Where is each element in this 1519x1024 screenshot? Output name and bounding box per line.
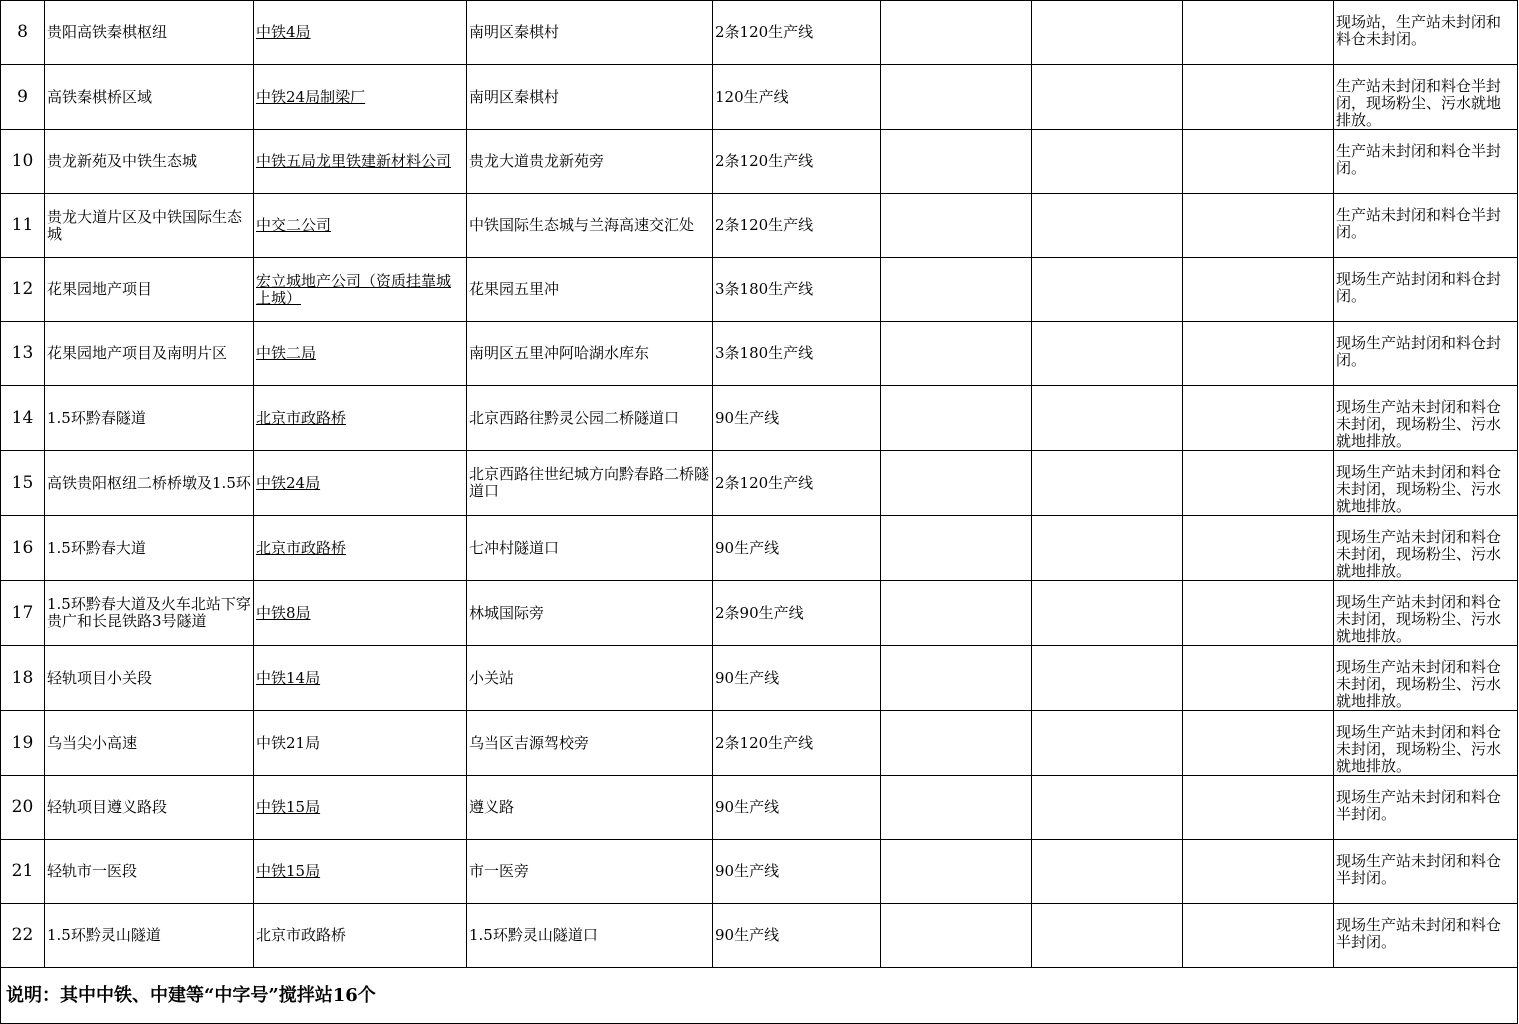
production-capacity: 2条90生产线	[713, 581, 881, 646]
table-row	[1, 130, 1518, 194]
empty-cell	[1183, 646, 1334, 711]
company-link[interactable]: 北京市政路桥	[256, 538, 347, 557]
empty-cell	[1183, 711, 1334, 776]
construction-company	[254, 258, 467, 322]
row-number: 10	[1, 130, 45, 194]
row-number: 9	[1, 65, 45, 130]
empty-cell	[1032, 581, 1183, 646]
production-capacity: 2条120生产线	[713, 130, 881, 194]
row-number: 16	[1, 516, 45, 581]
production-capacity: 90生产线	[713, 516, 881, 581]
empty-cell	[881, 711, 1032, 776]
station-location: 中铁国际生态城与兰海高速交汇处	[467, 194, 713, 258]
production-capacity: 90生产线	[713, 386, 881, 451]
row-number: 8	[1, 1, 45, 65]
construction-company	[254, 194, 467, 258]
construction-company	[254, 646, 467, 711]
table-row	[1, 581, 1518, 646]
empty-cell	[1032, 711, 1183, 776]
empty-cell	[1183, 776, 1334, 840]
row-number: 13	[1, 322, 45, 386]
inspection-note: 生产站未封闭和料仓半封闭。	[1334, 130, 1518, 194]
company-link[interactable]: 中铁二局	[256, 344, 317, 362]
empty-cell	[881, 386, 1032, 451]
empty-cell	[1032, 516, 1183, 581]
empty-cell	[881, 65, 1032, 130]
empty-cell	[1032, 130, 1183, 194]
company-link[interactable]: 中铁五局龙里铁建新材料公司	[256, 152, 452, 170]
empty-cell	[881, 904, 1032, 968]
project-name: 轻轨项目小关段	[45, 646, 254, 711]
empty-cell	[881, 130, 1032, 194]
station-location: 七冲村隧道口	[467, 516, 713, 581]
empty-cell	[1032, 776, 1183, 840]
row-number: 14	[1, 386, 45, 451]
construction-company	[254, 130, 467, 194]
station-location: 遵义路	[467, 776, 713, 840]
station-location: 南明区五里冲阿哈湖水库东	[467, 322, 713, 386]
row-number: 22	[1, 904, 45, 968]
empty-cell	[1183, 65, 1334, 130]
project-name: 贵龙新苑及中铁生态城	[45, 130, 254, 194]
empty-cell	[1183, 516, 1334, 581]
empty-cell	[1032, 840, 1183, 904]
station-location: 乌当区吉源驾校旁	[467, 711, 713, 776]
empty-cell	[1183, 258, 1334, 322]
production-capacity: 120生产线	[713, 65, 881, 130]
inspection-note: 现场生产站未封闭和料仓未封闭，现场粉尘、污水就地排放。	[1334, 646, 1518, 711]
production-capacity: 90生产线	[713, 646, 881, 711]
production-capacity: 3条180生产线	[713, 322, 881, 386]
row-number: 12	[1, 258, 45, 322]
inspection-note: 现场生产站未封闭和料仓未封闭，现场粉尘、污水就地排放。	[1334, 711, 1518, 776]
construction-company: 北京市政路桥	[254, 904, 467, 968]
inspection-note: 现场生产站封闭和料仓封闭。	[1334, 322, 1518, 386]
empty-cell	[1183, 1, 1334, 65]
inspection-note: 现场生产站未封闭和料仓未封闭，现场粉尘、污水就地排放。	[1334, 516, 1518, 581]
empty-cell	[881, 194, 1032, 258]
inspection-note: 现场生产站未封闭和料仓半封闭。	[1334, 840, 1518, 904]
table-row	[1, 646, 1518, 711]
empty-cell	[881, 451, 1032, 516]
table-row	[1, 904, 1518, 968]
project-name: 花果园地产项目	[45, 258, 254, 322]
empty-cell	[1183, 386, 1334, 451]
empty-cell	[1183, 194, 1334, 258]
project-name: 1.5环黔灵山隧道	[45, 904, 254, 968]
table-row	[1, 322, 1518, 386]
project-name: 高铁秦棋桥区域	[45, 65, 254, 130]
construction-company	[254, 840, 467, 904]
project-name: 1.5环黔春隧道	[45, 386, 254, 451]
empty-cell	[1032, 258, 1183, 322]
empty-cell	[1032, 1, 1183, 65]
construction-company	[254, 516, 467, 581]
table-row	[1, 386, 1518, 451]
empty-cell	[1032, 322, 1183, 386]
construction-company	[254, 322, 467, 386]
row-number: 11	[1, 194, 45, 258]
table-row	[1, 258, 1518, 322]
production-capacity: 2条120生产线	[713, 451, 881, 516]
construction-company	[254, 1, 467, 65]
inspection-note: 生产站未封闭和料仓半封闭。	[1334, 194, 1518, 258]
empty-cell	[881, 581, 1032, 646]
project-name: 贵龙大道片区及中铁国际生态城	[45, 194, 254, 258]
empty-cell	[1183, 451, 1334, 516]
company-link[interactable]: 中铁24局	[256, 473, 321, 492]
row-number: 18	[1, 646, 45, 711]
station-location: 市一医旁	[467, 840, 713, 904]
station-location: 林城国际旁	[467, 581, 713, 646]
project-name: 1.5环黔春大道及火车北站下穿贵广和长昆铁路3号隧道	[45, 581, 254, 646]
production-capacity: 3条180生产线	[713, 258, 881, 322]
construction-company	[254, 451, 467, 516]
empty-cell	[1032, 904, 1183, 968]
row-number: 17	[1, 581, 45, 646]
production-capacity: 2条120生产线	[713, 194, 881, 258]
empty-cell	[881, 840, 1032, 904]
station-location: 北京西路往世纪城方向黔春路二桥隧道口	[467, 451, 713, 516]
production-capacity: 90生产线	[713, 904, 881, 968]
project-name: 花果园地产项目及南明片区	[45, 322, 254, 386]
construction-company	[254, 386, 467, 451]
project-name: 高铁贵阳枢纽二桥桥墩及1.5环	[45, 451, 254, 516]
company-link[interactable]: 宏立城地产公司（资质挂靠城上城）	[256, 271, 452, 307]
station-location: 南明区秦棋村	[467, 1, 713, 65]
empty-cell	[1183, 130, 1334, 194]
station-location: 1.5环黔灵山隧道口	[467, 904, 713, 968]
inspection-note: 现场站，生产站未封闭和料仓未封闭。	[1334, 1, 1518, 65]
company-link[interactable]: 中铁15局	[256, 862, 321, 880]
empty-cell	[1032, 386, 1183, 451]
table-row	[1, 65, 1518, 130]
row-number: 20	[1, 776, 45, 840]
production-capacity: 2条120生产线	[713, 1, 881, 65]
row-number: 19	[1, 711, 45, 776]
company-link[interactable]: 中铁4局	[256, 23, 311, 41]
station-location: 花果园五里冲	[467, 258, 713, 322]
table-row	[1, 451, 1518, 516]
station-location: 南明区秦棋村	[467, 65, 713, 130]
production-capacity: 90生产线	[713, 840, 881, 904]
station-location: 贵龙大道贵龙新苑旁	[467, 130, 713, 194]
empty-cell	[1032, 194, 1183, 258]
empty-cell	[1032, 451, 1183, 516]
construction-company	[254, 581, 467, 646]
project-name: 1.5环黔春大道	[45, 516, 254, 581]
company-link[interactable]: 中铁15局	[256, 798, 321, 816]
empty-cell	[1032, 646, 1183, 711]
empty-cell	[881, 322, 1032, 386]
empty-cell	[1183, 904, 1334, 968]
table-body	[1, 1, 1518, 968]
production-capacity: 2条120生产线	[713, 711, 881, 776]
inspection-note: 现场生产站未封闭和料仓未封闭，现场粉尘、污水就地排放。	[1334, 581, 1518, 646]
table-row	[1, 516, 1518, 581]
inspection-note: 现场生产站未封闭和料仓未封闭，现场粉尘、污水就地排放。	[1334, 386, 1518, 451]
row-number: 21	[1, 840, 45, 904]
inspection-note: 现场生产站未封闭和料仓未封闭，现场粉尘、污水就地排放。	[1334, 451, 1518, 516]
table-row	[1, 1, 1518, 65]
empty-cell	[881, 646, 1032, 711]
production-capacity: 90生产线	[713, 776, 881, 840]
footer-note: 说明：其中中铁、中建等“中字号”搅拌站16个	[1, 968, 1518, 1024]
empty-cell	[881, 776, 1032, 840]
table-row	[1, 194, 1518, 258]
row-number: 15	[1, 451, 45, 516]
empty-cell	[881, 258, 1032, 322]
project-name: 贵阳高铁秦棋枢纽	[45, 1, 254, 65]
inspection-note: 现场生产站封闭和料仓封闭。	[1334, 258, 1518, 322]
inspection-note: 生产站未封闭和料仓半封闭，现场粉尘、污水就地排放。	[1334, 65, 1518, 130]
station-location: 小关站	[467, 646, 713, 711]
construction-company	[254, 776, 467, 840]
empty-cell	[881, 1, 1032, 65]
company-link[interactable]: 中铁8局	[256, 603, 311, 622]
construction-company	[254, 65, 467, 130]
company-link[interactable]: 北京市政路桥	[256, 408, 347, 427]
table-row	[1, 776, 1518, 840]
table-row	[1, 840, 1518, 904]
empty-cell	[881, 516, 1032, 581]
empty-cell	[1032, 65, 1183, 130]
company-link[interactable]: 中铁14局	[256, 668, 321, 687]
inspection-note: 现场生产站未封闭和料仓半封闭。	[1334, 904, 1518, 968]
table-row	[1, 711, 1518, 776]
inspection-note: 现场生产站未封闭和料仓半封闭。	[1334, 776, 1518, 840]
company-link[interactable]: 中交二公司	[256, 216, 332, 234]
empty-cell	[1183, 322, 1334, 386]
project-name: 乌当尖小高速	[45, 711, 254, 776]
company-link[interactable]: 中铁24局制梁厂	[256, 87, 366, 106]
empty-cell	[1183, 581, 1334, 646]
table-footer-row	[1, 968, 1518, 1024]
project-name: 轻轨项目遵义路段	[45, 776, 254, 840]
station-location: 北京西路往黔灵公园二桥隧道口	[467, 386, 713, 451]
empty-cell	[1183, 840, 1334, 904]
construction-company: 中铁21局	[254, 711, 467, 776]
project-name: 轻轨市一医段	[45, 840, 254, 904]
